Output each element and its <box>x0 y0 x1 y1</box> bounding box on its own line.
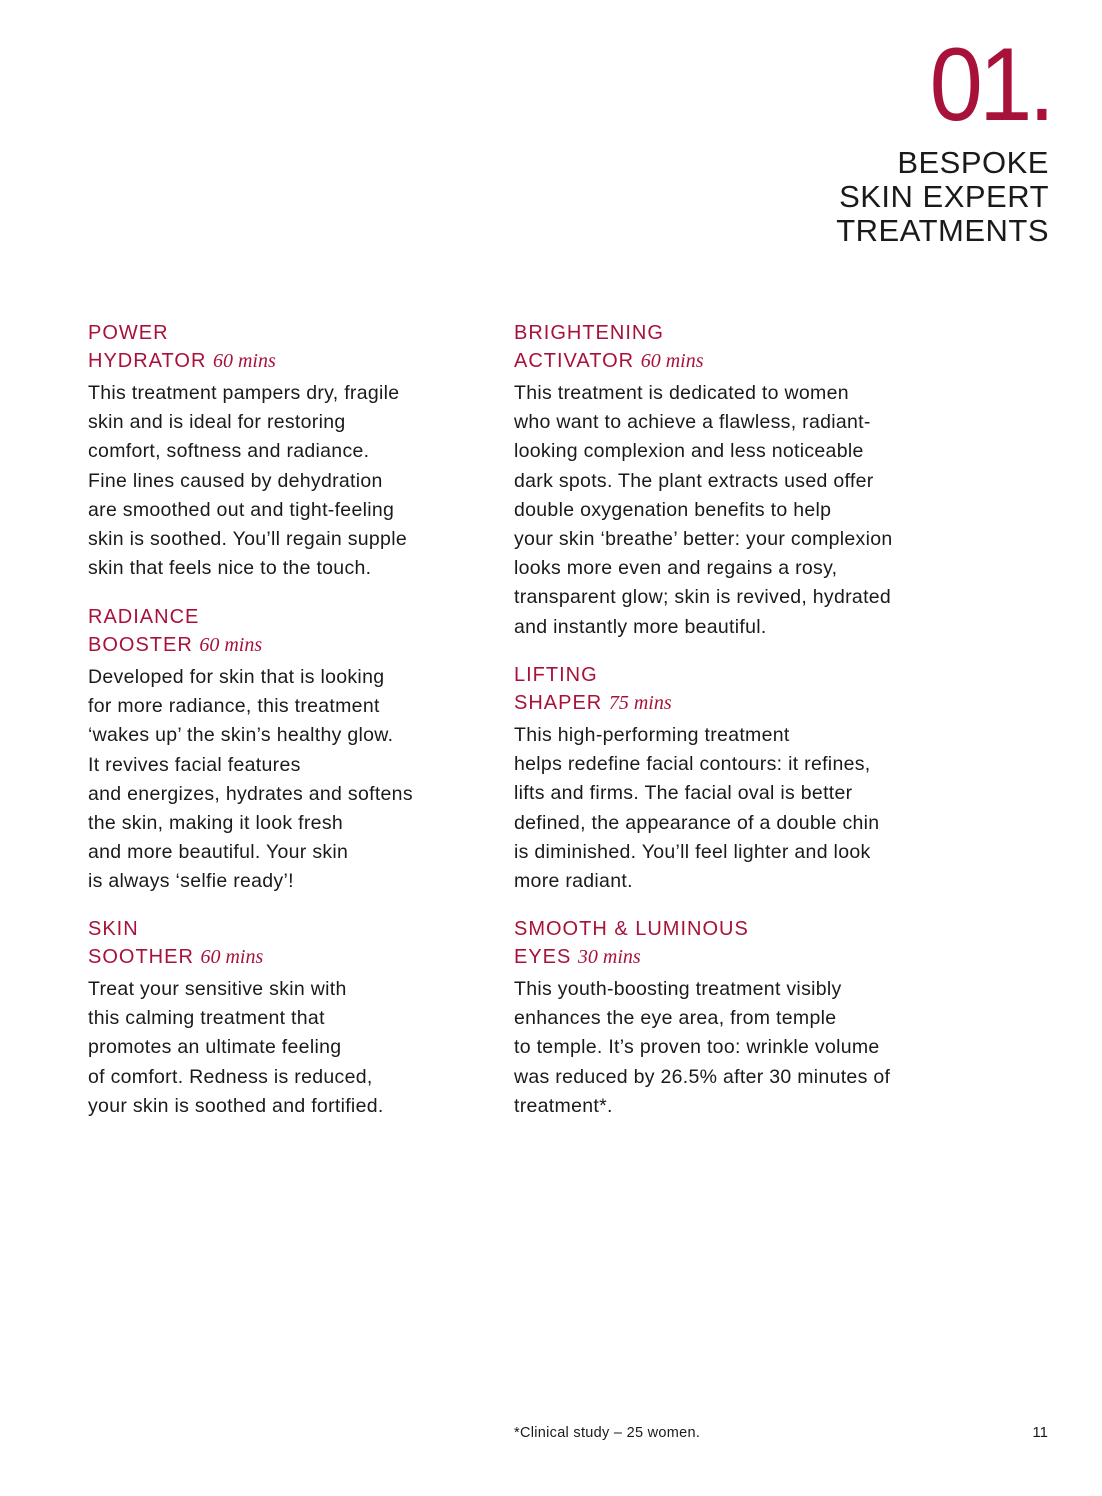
description-line: dark spots. The plant extracts used offer <box>514 469 874 492</box>
description-line: comfort, softness and radiance. <box>88 440 370 463</box>
treatment-name: HYDRATOR <box>88 350 207 372</box>
treatment-name: BOOSTER <box>88 634 193 656</box>
treatment-title: POWER <box>88 322 169 344</box>
description-line: promotes an ultimate feeling <box>88 1036 342 1059</box>
treatment-title: RADIANCE <box>88 606 200 628</box>
treatment-section <box>88 915 488 1121</box>
treatment-title: SKIN <box>88 918 139 940</box>
treatment-duration: 60 mins <box>200 946 264 968</box>
description-line: transparent glow; skin is revived, hydrated <box>514 586 892 609</box>
treatment-title-line2 <box>514 689 914 717</box>
description-line: and energizes, hydrates and softens <box>88 782 413 805</box>
treatment-duration: 60 mins <box>640 350 704 372</box>
treatment-name: EYES <box>514 946 572 968</box>
description-line: this calming treatment that <box>88 1007 325 1030</box>
treatment-section <box>514 661 914 896</box>
description-line: more radiant. <box>514 870 633 893</box>
treatment-title-line2 <box>88 631 488 659</box>
description-line: This treatment is dedicated to women <box>514 382 849 404</box>
treatment-section <box>88 319 488 583</box>
description-line: is always ‘selfie ready’! <box>88 870 294 893</box>
description-line: to temple. It’s proven too: wrinkle volume <box>514 1036 880 1059</box>
treatment-title-line2 <box>88 943 488 971</box>
description-line: This treatment pampers dry, fragile <box>88 382 400 404</box>
description-line: looking complexion and less noticeable <box>514 440 864 463</box>
treatment-name: SHAPER <box>514 692 603 714</box>
footnote: *Clinical study – 25 women. <box>514 1425 701 1441</box>
description-line: treatment*. <box>514 1094 613 1117</box>
treatment-name: ACTIVATOR <box>514 350 635 372</box>
treatment-duration: 30 mins <box>577 946 641 968</box>
description-line: This youth-boosting treatment visibly <box>514 978 842 1000</box>
description-line: skin that feels nice to the touch. <box>88 557 372 580</box>
description-line: skin is soothed. You’ll regain supple <box>88 528 407 551</box>
description-line: and more beautiful. Your skin <box>88 841 349 864</box>
treatment-title: BRIGHTENING <box>514 322 664 344</box>
treatment-section <box>514 319 914 642</box>
treatment-description <box>514 721 914 896</box>
title-line: TREATMENTS <box>836 213 1049 248</box>
treatment-duration: 60 mins <box>199 634 263 656</box>
treatment-title-line2 <box>514 347 914 375</box>
page-title <box>836 146 1049 248</box>
description-line: defined, the appearance of a double chin <box>514 811 880 834</box>
treatment-section <box>514 915 914 1121</box>
treatment-title: SMOOTH & LUMINOUS <box>514 918 749 940</box>
description-line: Fine lines caused by dehydration <box>88 469 383 492</box>
description-line: your skin is soothed and fortified. <box>88 1094 384 1117</box>
treatment-description <box>88 379 488 583</box>
treatment-section <box>88 603 488 897</box>
description-line: helps redefine facial contours: it refines, <box>514 753 871 776</box>
description-line: It revives facial features <box>88 753 301 776</box>
description-line: ‘wakes up’ the skin’s healthy glow. <box>88 724 394 747</box>
description-line: is diminished. You’ll feel lighter and look <box>514 840 871 863</box>
title-line: SKIN EXPERT <box>839 179 1049 214</box>
treatment-title-line2 <box>88 347 488 375</box>
description-line: was reduced by 26.5% after 30 minutes of <box>514 1065 891 1088</box>
description-line: for more radiance, this treatment <box>88 695 380 718</box>
treatment-name: SOOTHER <box>88 946 194 968</box>
description-line: This high-performing treatment <box>514 724 790 746</box>
description-line: and instantly more beautiful. <box>514 615 767 638</box>
description-line: are smoothed out and tight-feeling <box>88 498 395 521</box>
title-line: BESPOKE <box>897 145 1049 180</box>
description-line: double oxygenation benefits to help <box>514 498 832 521</box>
treatment-title-line2 <box>514 943 914 971</box>
section-number: 01. <box>930 27 1052 143</box>
page-number: 11 <box>1032 1424 1048 1441</box>
treatment-duration: 60 mins <box>212 350 276 372</box>
description-line: enhances the eye area, from temple <box>514 1007 837 1030</box>
description-line: Developed for skin that is looking <box>88 666 385 688</box>
description-line: the skin, making it look fresh <box>88 812 344 835</box>
description-line: skin and is ideal for restoring <box>88 411 346 434</box>
description-line: your skin ‘breathe’ better: your complexion <box>514 528 893 551</box>
description-line: lifts and firms. The facial oval is better <box>514 782 853 805</box>
description-line: who want to achieve a flawless, radiant- <box>514 411 871 434</box>
treatment-title: LIFTING <box>514 664 598 686</box>
treatment-description <box>514 379 914 642</box>
description-line: looks more even and regains a rosy, <box>514 557 838 580</box>
description-line: of comfort. Redness is reduced, <box>88 1065 373 1088</box>
treatment-duration: 75 mins <box>608 692 672 714</box>
treatment-description <box>88 975 488 1121</box>
description-line: Treat your sensitive skin with <box>88 978 347 1000</box>
treatment-description <box>514 975 914 1121</box>
treatment-description <box>88 663 488 897</box>
